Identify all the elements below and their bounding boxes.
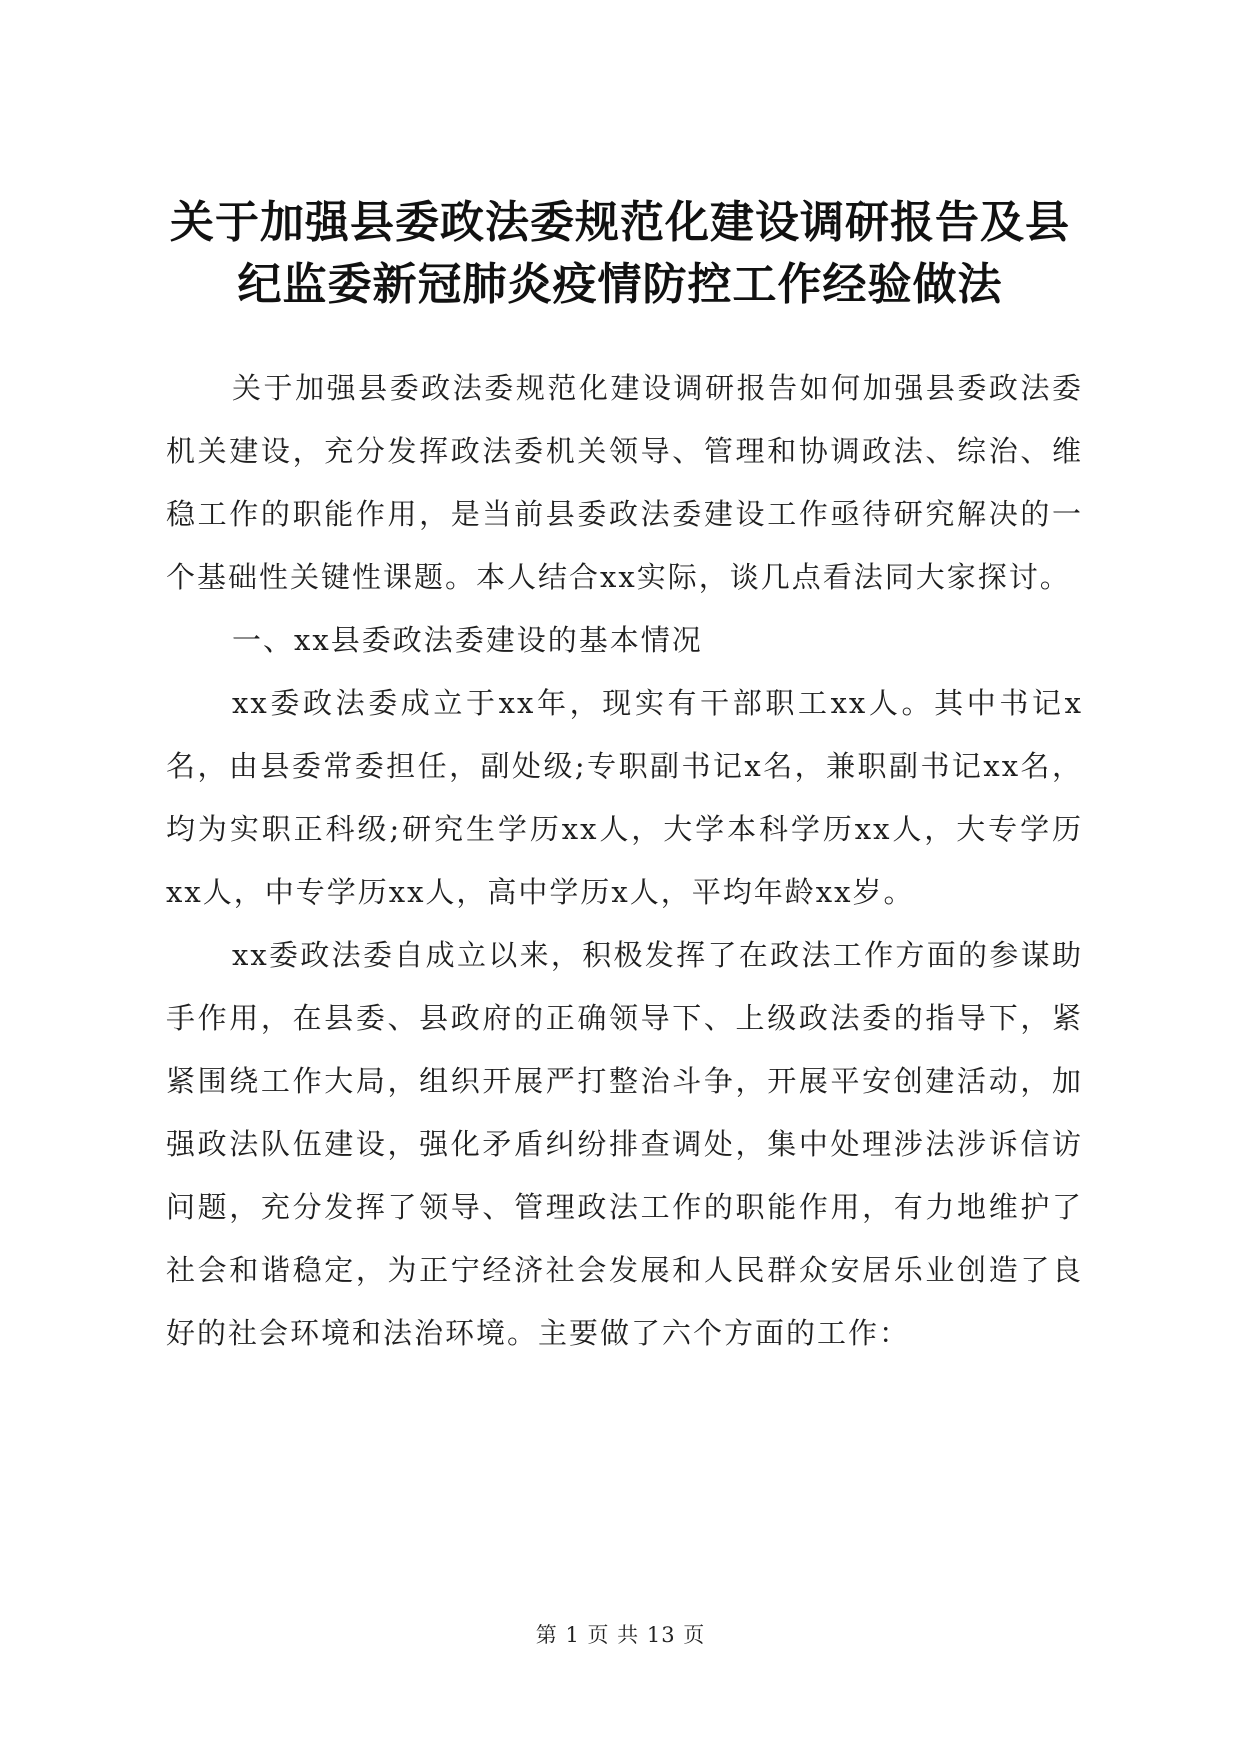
title-line-1: 关于加强县委政法委规范化建设调研报告及县 [170,197,1070,248]
title-line-2: 纪监委新冠肺炎疫情防控工作经验做法 [237,259,1003,310]
document-body [166,357,1083,1365]
document-title [120,192,1120,316]
page-footer: 第 1 页 共 13 页 [535,1623,706,1647]
paragraph-achievements: xx委政法委自成立以来，积极发挥了在政法工作方面的参谋助手作用，在县委、县政府的正确领导下、上级政法委的指导下，紧紧围绕工作大局，组织开展严打整治斗争，开展平安创建活动，加强政法队伍建设，强化矛盾纠纷排查调处，集中处理涉法涉诉信访问题，充分发挥了领导、管理政法工作的职能作用，有力地维护了社会和谐稳定，为正宁经济社会发展和人民群众安居乐业创造了良好的社会环境和法治环境。主要做了六个方面的工作： [166,938,1083,1350]
paragraph-intro: 关于加强县委政法委规范化建设调研报告如何加强县委政法委机关建设，充分发挥政法委机关领导、管理和协调政法、综治、维稳工作的职能作用，是当前县委政法委建设工作亟待研究解决的一个基础性关键性课题。本人结合xx实际，谈几点看法同大家探讨。 [166,371,1083,594]
paragraph-staffing: xx委政法委成立于xx年，现实有干部职工xx人。其中书记x名，由县委常委担任，副处级;专职副书记x名，兼职副书记xx名，均为实职正科级;研究生学历xx人，大学本科学历xx人，大专学历xx人，中专学历xx人，高中学历x人，平均年龄xx岁。 [166,686,1083,909]
section-heading-basic-situation: 一、xx县委政法委建设的基本情况 [232,623,703,657]
